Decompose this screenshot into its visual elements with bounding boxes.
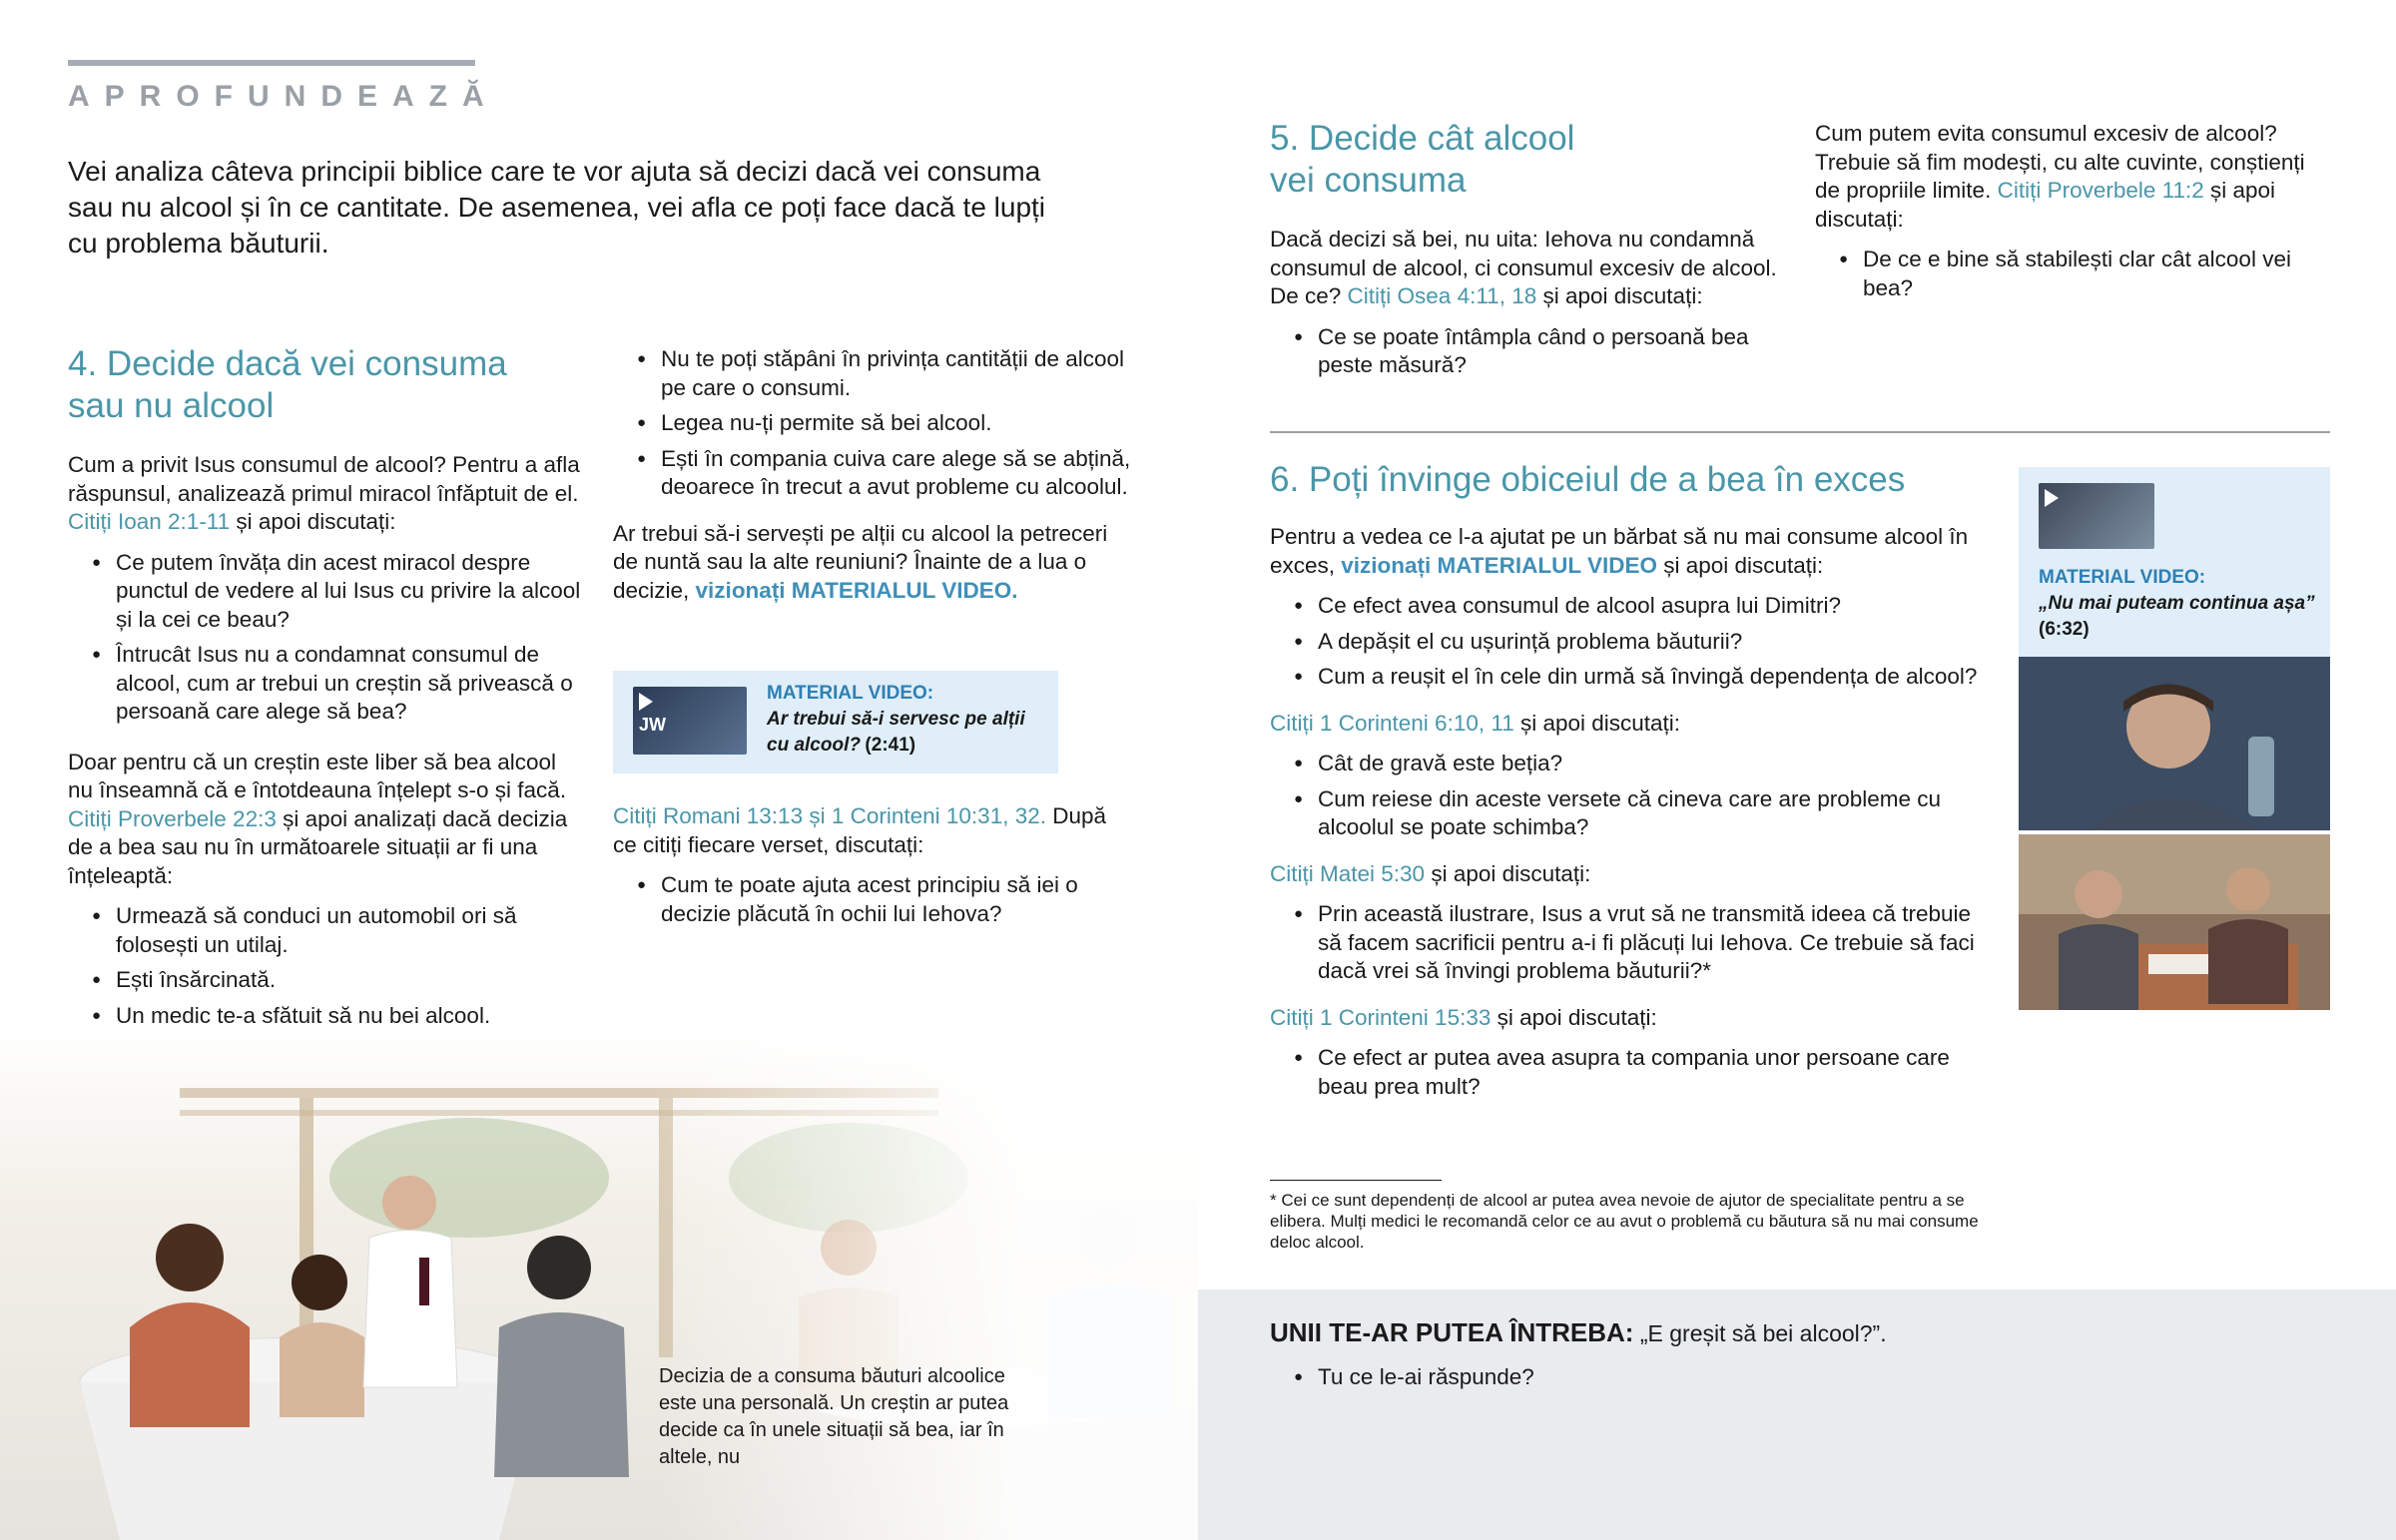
section-6-title: 6. Poți învinge obiceiul de a bea în exces [1270,460,1906,499]
video-label: MATERIAL VIDEO: [2039,567,2206,588]
ask-lead: UNII TE-AR PUTEA ÎNTREBA: [1270,1317,1634,1347]
paragraph-text: Dacă decizi să bei, nu uita: Iehova nu condamnă consumul de alcool, ci consumul excesiv de alcool. De ce? [1270,227,1777,308]
question-item: ● Cum a reușit el în cele din urmă să învingă dependența de alcool? [1270,663,1989,692]
paragraph-text: și apoi discutați: [1536,283,1703,308]
section-5-paragraph-1 [1270,226,1789,311]
question-item: ● Nu te poți stăpâni în privința cantității de alcool pe care o consumi. [613,345,1132,402]
paragraph-text: După ce citiți fiecare verset, discutați: [613,803,1107,857]
ask-bullets [1270,1363,2069,1399]
scripture-link-1-corinteni-6[interactable]: Citiți 1 Corinteni 6:10, 11 [1270,710,1514,736]
paragraph-text: și apoi discutați: [1491,1004,1657,1030]
section-4-title-line2: sau nu alcool [68,386,275,425]
scripture-link-proverbe-22[interactable]: Citiți Proverbele 22:3 [68,805,277,831]
photo-bible-study [2019,834,2330,1010]
question-item: ● A depășit el cu ușurință problema băuturii? [1270,628,1989,657]
section-4-questions-4 [613,871,1132,928]
section-4-questions-3 [613,345,1132,502]
section-6-reading-3 [1270,860,1989,889]
ask-question [1270,1317,1887,1348]
question-item: ● Urmează să conduci un automobil ori să folosești un utilaj. [68,902,587,959]
photo-man-drinking [2019,657,2330,830]
question-item: ● Cum reiese din aceste versete că cineva care are probleme cu alcoolul se poate schimba? [1270,785,1989,842]
scripture-link-matei[interactable]: Citiți Matei 5:30 [1270,860,1426,886]
footnote-rule [1270,1180,1442,1181]
question-item: ● Întrucât Isus nu a condamnat consumul de alcool, cum ar trebui un creștin să privească o persoană care alege să bea? [68,641,587,727]
paragraph-text: și apoi discutați: [230,509,396,534]
question-item: ● Cât de gravă este beția? [1270,750,1989,778]
section-6-reading-2 [1270,710,1989,739]
paragraph-text: și apoi analizați dacă decizia de a bea sau nu în următoarele situații ar fi una înțeleaptă: [68,805,568,888]
section-4-col2-lower [613,802,1132,935]
section-4-col1 [68,343,587,1037]
scripture-link-1-corinteni-15[interactable]: Citiți 1 Corinteni 15:33 [1270,1004,1492,1030]
scripture-link-proverbe-11[interactable]: Citiți Proverbele 11:2 [1997,178,2204,203]
paragraph-text: Pentru a vedea ce l-a ajutat pe un bărbat să nu mai consume alcool în exces, [1270,524,1969,578]
section-5-questions-2 [1815,246,2334,302]
video-duration: (2:41) [865,735,916,756]
question-item: ● Un medic te-a sfătuit să nu bei alcool. [68,1002,587,1031]
paragraph-text: Doar pentru că un creștin este liber să bea alcool nu înseamnă că e întotdeauna înțelept s-o și facă. [68,749,567,802]
scripture-link-ioan[interactable]: Citiți Ioan 2:1-11 [68,509,231,534]
footnote: * Cei ce sunt dependenți de alcool ar putea avea nevoie de ajutor de specialitate pentru a se elibera. Mulți medici le recomandă celor ce au avut o problemă cu băutura să nu mai consume deloc alcool. [1270,1191,1979,1252]
video-title: „Nu mai puteam continua așa” [2039,593,2315,614]
question-item: ● Ce putem învăța din acest miracol despre punctul de vedere al lui Isus cu privire la alcool și la cei ce beau? [68,549,587,635]
section-5-title [1270,118,1789,202]
paragraph-text: Cum putem evita consumul excesiv de alcool? Trebuie să fim modești, cu alte cuvinte, conștienți de propriile limite. [1815,121,2305,203]
section-4-col2 [613,345,1132,605]
section-5-title-line1: 5. Decide cât alcool [1270,119,1575,158]
question-item: ● Cum te poate ajuta acest principiu să iei o decizie plăcută în ochii lui Iehova? [613,871,1132,928]
question-item: ● Tu ce le-ai răspunde? [1270,1363,2069,1392]
scripture-link-romani[interactable]: Citiți Romani 13:13 și 1 Corinteni 10:31, 32. [613,803,1046,828]
question-item: ● Legea nu-ți permite să bei alcool. [613,409,1132,438]
section-6-paragraph-1 [1270,523,1989,580]
video-duration: (6:32) [2039,619,2090,640]
section-4-title [68,343,587,427]
section-6-questions-4 [1270,1044,1989,1101]
restaurant-illustration [0,1028,1198,1540]
paragraph-text: și apoi discutați: [1425,860,1591,886]
ask-text: „E greșit să bei alcool?”. [1633,1320,1887,1346]
section-5-title-line2: vei consuma [1270,161,1467,200]
header-rule [68,60,475,66]
section-4-questions-2 [68,902,587,1030]
question-item: ● Prin această ilustrare, Isus a vrut să ne transmită ideea că trebuie să facem sacrificii pentru a-i fi plăcuți lui Iehova. Ce trebuie să faci dacă vrei să învingi problema băuturii?* [1270,900,1989,986]
section-6-questions-3 [1270,900,1989,986]
video-box-dimitri[interactable] [2019,467,2330,657]
section-title: APROFUNDEAZĂ [68,80,499,113]
paragraph-text: și apoi discutați: [1815,178,2276,232]
section-4-paragraph-3 [613,520,1132,606]
paragraph-text: și apoi discutați: [1513,710,1681,736]
ask-bullet-list [1270,1363,2069,1392]
paragraph-text: Ar trebui să-i servești pe alții cu alcool la petreceri de nuntă sau la alte reuniuni? Înainte de a lua o decizie, [613,520,1108,603]
section-4-paragraph-4 [613,802,1132,859]
question-item: ● Ești în compania cuiva care alege să se abțină, deoarece în trecut a avut probleme cu alcoolul. [613,445,1132,502]
section-6-questions-1 [1270,592,1989,692]
paragraph-text: și apoi discutați: [1656,552,1824,578]
section-4-questions-1 [68,549,587,727]
section-4-paragraph-2 [68,749,587,891]
paragraph-text: Cum a privit Isus consumul de alcool? Pentru a afla răspunsul, analizează primul miracol înfăptuit de el. [68,452,580,506]
section-6-reading-4 [1270,1004,1989,1033]
video-info [767,681,1046,759]
section-5-col2 [1815,120,2334,309]
video-title-line [767,707,1046,759]
video-thumbnail[interactable] [633,687,747,755]
section-4-paragraph-1 [68,451,587,537]
section-5-questions-1 [1270,323,1789,380]
video-info [2039,565,2322,643]
section-5-paragraph-2 [1815,120,2334,234]
question-item: ● Ești însărcinată. [68,966,587,995]
question-item: ● Ce efect ar putea avea asupra ta compania unor persoane care beau prea mult? [1270,1044,1989,1101]
section-divider [1270,431,2330,433]
section-4-title-line1: 4. Decide dacă vei consuma [68,344,507,383]
video-link[interactable]: vizionați MATERIALUL VIDEO [1341,552,1657,578]
intro-paragraph: Vei analiza câteva principii biblice care te vor ajuta să decizi dacă vei consuma sau nu alcool și în ce cantitate. De asemenea, vei afla ce poți face dacă te lupți cu problema băuturii. [68,156,1046,258]
play-icon [2045,489,2059,507]
video-thumbnail[interactable] [2039,483,2154,549]
play-icon [639,693,653,711]
scripture-link-osea[interactable]: Citiți Osea 4:11, 18 [1347,283,1537,308]
illustration-caption: Decizia de a consuma băuturi alcoolice este una personală. Un creștin ar putea decide ca în unele situații să bea, iar în altele, nu [659,1365,1009,1468]
video-label: MATERIAL VIDEO: [767,683,934,704]
section-5-col1 [1270,118,1789,387]
section-6 [1270,459,1989,1108]
section-6-questions-2 [1270,750,1989,842]
question-item: ● Ce efect avea consumul de alcool asupra lui Dimitri? [1270,592,1989,621]
video-title: Ar trebui să-i servesc pe alții cu alcool? [767,709,1025,756]
video-box-serving-alcohol[interactable] [613,671,1058,773]
jw-logo: JW [639,715,666,735]
video-link[interactable]: vizionați MATERIALUL VIDEO. [695,577,1018,603]
question-item: ● De ce e bine să stabilești clar cât alcool vei bea? [1815,246,2334,302]
question-item: ● Ce se poate întâmpla când o persoană bea peste măsură? [1270,323,1789,380]
